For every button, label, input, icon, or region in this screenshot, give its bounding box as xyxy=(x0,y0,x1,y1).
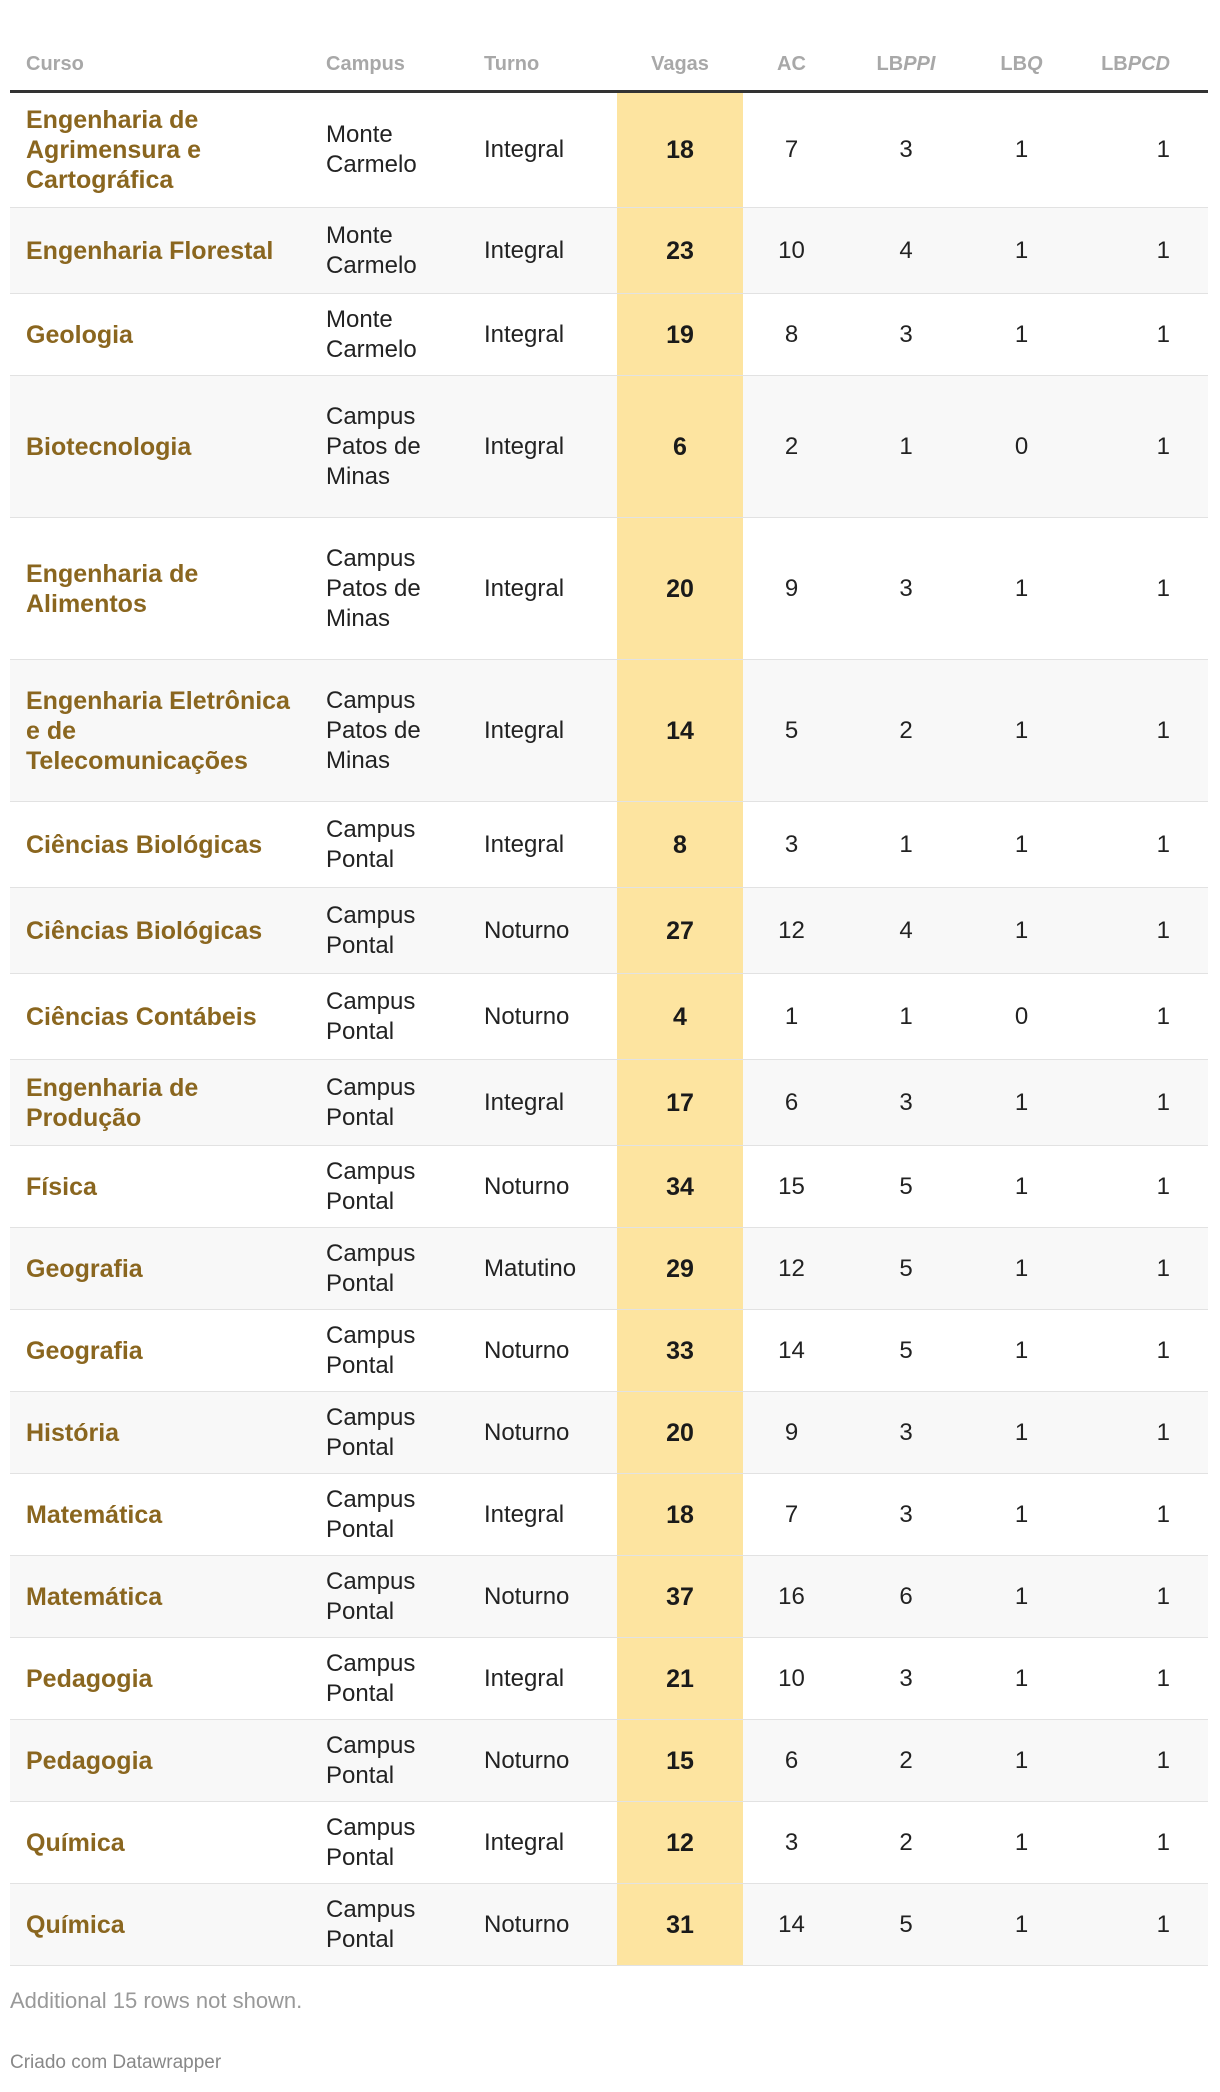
table-row xyxy=(10,1556,1208,1638)
cell-lbppi: 6 xyxy=(840,1556,972,1638)
cell-campus: Campus Pontal xyxy=(310,888,468,974)
cell-ac: 8 xyxy=(743,294,840,376)
header-lbq[interactable] xyxy=(972,38,1071,92)
cell-lbq: 0 xyxy=(972,376,1071,518)
table-row xyxy=(10,1802,1208,1884)
header-lbpcd-prefix: LB xyxy=(1101,52,1128,75)
cell-turno: Integral xyxy=(468,802,617,888)
cell-lbppi: 5 xyxy=(840,1884,972,1966)
cell-lbpcd: 1 xyxy=(1071,1638,1208,1720)
cell-lbppi: 5 xyxy=(840,1146,972,1228)
cell-campus: Monte Carmelo xyxy=(310,92,468,208)
cell-lbq: 1 xyxy=(972,208,1071,294)
vagas-table xyxy=(10,38,1208,1966)
cell-lbppi: 3 xyxy=(840,1060,972,1146)
cell-campus: Campus Pontal xyxy=(310,1392,468,1474)
cell-vagas: 12 xyxy=(617,1802,743,1884)
cell-lbq: 1 xyxy=(972,1556,1071,1638)
table-row xyxy=(10,888,1208,974)
cell-curso: História xyxy=(10,1392,310,1474)
cell-curso: Ciências Biológicas xyxy=(10,802,310,888)
cell-turno: Noturno xyxy=(468,1146,617,1228)
cell-campus: Campus Patos de Minas xyxy=(310,518,468,660)
cell-lbq: 1 xyxy=(972,1228,1071,1310)
cell-campus: Campus Pontal xyxy=(310,1802,468,1884)
cell-ac: 12 xyxy=(743,1228,840,1310)
cell-curso: Biotecnologia xyxy=(10,376,310,518)
cell-curso: Engenharia Eletrônica e de Telecomunicações xyxy=(10,660,310,802)
cell-ac: 1 xyxy=(743,974,840,1060)
cell-vagas: 34 xyxy=(617,1146,743,1228)
cell-lbpcd: 1 xyxy=(1071,376,1208,518)
cell-vagas: 20 xyxy=(617,1392,743,1474)
cell-lbppi: 3 xyxy=(840,294,972,376)
cell-curso: Pedagogia xyxy=(10,1720,310,1802)
cell-campus: Campus Pontal xyxy=(310,1060,468,1146)
cell-campus: Campus Patos de Minas xyxy=(310,660,468,802)
cell-turno: Noturno xyxy=(468,1310,617,1392)
cell-ac: 10 xyxy=(743,208,840,294)
cell-curso: Pedagogia xyxy=(10,1638,310,1720)
cell-turno: Noturno xyxy=(468,974,617,1060)
cell-lbppi: 4 xyxy=(840,888,972,974)
header-ac[interactable]: AC xyxy=(743,38,840,92)
cell-vagas: 21 xyxy=(617,1638,743,1720)
cell-ac: 12 xyxy=(743,888,840,974)
cell-ac: 7 xyxy=(743,1474,840,1556)
cell-lbpcd: 1 xyxy=(1071,888,1208,974)
cell-lbpcd: 1 xyxy=(1071,294,1208,376)
cell-campus: Campus Pontal xyxy=(310,1638,468,1720)
cell-vagas: 31 xyxy=(617,1884,743,1966)
table-row xyxy=(10,1060,1208,1146)
header-lbq-suffix: Q xyxy=(1027,52,1043,75)
table-row xyxy=(10,518,1208,660)
cell-lbppi: 4 xyxy=(840,208,972,294)
cell-lbpcd: 1 xyxy=(1071,1720,1208,1802)
cell-vagas: 17 xyxy=(617,1060,743,1146)
cell-lbpcd: 1 xyxy=(1071,1884,1208,1966)
cell-ac: 9 xyxy=(743,518,840,660)
table-header-row xyxy=(10,38,1208,92)
cell-turno: Noturno xyxy=(468,1884,617,1966)
cell-lbpcd: 1 xyxy=(1071,1556,1208,1638)
cell-turno: Integral xyxy=(468,1802,617,1884)
cell-turno: Integral xyxy=(468,92,617,208)
cell-lbppi: 1 xyxy=(840,974,972,1060)
cell-turno: Integral xyxy=(468,376,617,518)
cell-lbpcd: 1 xyxy=(1071,802,1208,888)
header-vagas[interactable]: Vagas xyxy=(617,38,743,92)
cell-curso: Química xyxy=(10,1802,310,1884)
cell-vagas: 23 xyxy=(617,208,743,294)
cell-lbq: 1 xyxy=(972,1638,1071,1720)
table-row xyxy=(10,1392,1208,1474)
cell-lbq: 1 xyxy=(972,1802,1071,1884)
cell-ac: 6 xyxy=(743,1720,840,1802)
datawrapper-credit: Criado com Datawrapper xyxy=(10,2052,222,2073)
cell-ac: 6 xyxy=(743,1060,840,1146)
cell-vagas: 18 xyxy=(617,1474,743,1556)
cell-ac: 14 xyxy=(743,1884,840,1966)
cell-lbpcd: 1 xyxy=(1071,518,1208,660)
cell-lbpcd: 1 xyxy=(1071,1474,1208,1556)
table-row xyxy=(10,802,1208,888)
cell-lbppi: 2 xyxy=(840,1720,972,1802)
cell-vagas: 14 xyxy=(617,660,743,802)
cell-campus: Monte Carmelo xyxy=(310,208,468,294)
cell-lbq: 1 xyxy=(972,518,1071,660)
cell-ac: 7 xyxy=(743,92,840,208)
header-turno[interactable]: Turno xyxy=(468,38,617,92)
table-row xyxy=(10,1146,1208,1228)
cell-ac: 9 xyxy=(743,1392,840,1474)
table-row xyxy=(10,92,1208,208)
cell-lbppi: 2 xyxy=(840,660,972,802)
cell-ac: 14 xyxy=(743,1310,840,1392)
header-lbppi[interactable] xyxy=(840,38,972,92)
table-row xyxy=(10,208,1208,294)
cell-lbq: 1 xyxy=(972,1720,1071,1802)
cell-ac: 2 xyxy=(743,376,840,518)
header-campus[interactable]: Campus xyxy=(310,38,468,92)
cell-lbpcd: 1 xyxy=(1071,1060,1208,1146)
cell-lbppi: 5 xyxy=(840,1228,972,1310)
cell-lbpcd: 1 xyxy=(1071,92,1208,208)
cell-vagas: 8 xyxy=(617,802,743,888)
cell-lbq: 1 xyxy=(972,1392,1071,1474)
table-row xyxy=(10,376,1208,518)
cell-lbppi: 3 xyxy=(840,518,972,660)
cell-turno: Noturno xyxy=(468,1392,617,1474)
cell-lbq: 1 xyxy=(972,660,1071,802)
cell-curso: Ciências Contábeis xyxy=(10,974,310,1060)
header-lbq-prefix: LB xyxy=(1000,52,1028,75)
cell-turno: Integral xyxy=(468,294,617,376)
table-row xyxy=(10,294,1208,376)
cell-lbq: 1 xyxy=(972,92,1071,208)
header-curso[interactable]: Curso xyxy=(10,38,310,92)
cell-vagas: 33 xyxy=(617,1310,743,1392)
cell-campus: Campus Pontal xyxy=(310,1556,468,1638)
cell-curso: Engenharia Florestal xyxy=(10,208,310,294)
cell-curso: Geografia xyxy=(10,1310,310,1392)
cell-lbq: 1 xyxy=(972,1060,1071,1146)
cell-lbq: 1 xyxy=(972,1884,1071,1966)
cell-curso: Física xyxy=(10,1146,310,1228)
cell-vagas: 15 xyxy=(617,1720,743,1802)
cell-lbpcd: 1 xyxy=(1071,1310,1208,1392)
cell-campus: Campus Patos de Minas xyxy=(310,376,468,518)
table-row xyxy=(10,974,1208,1060)
cell-lbq: 1 xyxy=(972,802,1071,888)
cell-campus: Campus Pontal xyxy=(310,1146,468,1228)
cell-curso: Geologia xyxy=(10,294,310,376)
cell-lbppi: 2 xyxy=(840,1802,972,1884)
header-lbppi-suffix: PPI xyxy=(903,52,936,75)
cell-ac: 15 xyxy=(743,1146,840,1228)
cell-turno: Matutino xyxy=(468,1228,617,1310)
cell-curso: Ciências Biológicas xyxy=(10,888,310,974)
cell-turno: Noturno xyxy=(468,1556,617,1638)
table-row xyxy=(10,1720,1208,1802)
table-body xyxy=(10,92,1208,1966)
cell-lbpcd: 1 xyxy=(1071,1392,1208,1474)
cell-vagas: 37 xyxy=(617,1556,743,1638)
table-row xyxy=(10,1638,1208,1720)
cell-campus: Campus Pontal xyxy=(310,974,468,1060)
cell-lbppi: 1 xyxy=(840,376,972,518)
cell-turno: Integral xyxy=(468,208,617,294)
header-lbpcd-suffix: PCD xyxy=(1127,52,1170,75)
cell-vagas: 27 xyxy=(617,888,743,974)
cell-lbppi: 3 xyxy=(840,1474,972,1556)
table-row xyxy=(10,1474,1208,1556)
cell-lbppi: 3 xyxy=(840,92,972,208)
header-lbpcd[interactable] xyxy=(1071,38,1208,92)
cell-lbppi: 1 xyxy=(840,802,972,888)
cell-campus: Campus Pontal xyxy=(310,1884,468,1966)
cell-turno: Integral xyxy=(468,1060,617,1146)
cell-campus: Monte Carmelo xyxy=(310,294,468,376)
cell-lbpcd: 1 xyxy=(1071,1228,1208,1310)
table-row xyxy=(10,1228,1208,1310)
cell-campus: Campus Pontal xyxy=(310,1310,468,1392)
cell-turno: Noturno xyxy=(468,1720,617,1802)
cell-turno: Integral xyxy=(468,518,617,660)
cell-lbppi: 3 xyxy=(840,1638,972,1720)
cell-campus: Campus Pontal xyxy=(310,1720,468,1802)
cell-curso: Engenharia de Agrimensura e Cartográfica xyxy=(10,92,310,208)
cell-vagas: 18 xyxy=(617,92,743,208)
cell-vagas: 6 xyxy=(617,376,743,518)
cell-lbpcd: 1 xyxy=(1071,1146,1208,1228)
cell-ac: 5 xyxy=(743,660,840,802)
cell-lbq: 1 xyxy=(972,888,1071,974)
cell-vagas: 29 xyxy=(617,1228,743,1310)
cell-ac: 3 xyxy=(743,1802,840,1884)
table-row xyxy=(10,660,1208,802)
cell-curso: Engenharia de Produção xyxy=(10,1060,310,1146)
cell-campus: Campus Pontal xyxy=(310,1228,468,1310)
cell-curso: Matemática xyxy=(10,1474,310,1556)
cell-turno: Integral xyxy=(468,1474,617,1556)
cell-lbpcd: 1 xyxy=(1071,974,1208,1060)
cell-turno: Integral xyxy=(468,1638,617,1720)
cell-lbpcd: 1 xyxy=(1071,1802,1208,1884)
cell-campus: Campus Pontal xyxy=(310,1474,468,1556)
table-row xyxy=(10,1884,1208,1966)
cell-turno: Integral xyxy=(468,660,617,802)
cell-lbq: 1 xyxy=(972,1474,1071,1556)
cell-vagas: 19 xyxy=(617,294,743,376)
cell-lbq: 1 xyxy=(972,1310,1071,1392)
header-lbppi-prefix: LB xyxy=(876,52,904,75)
cell-lbpcd: 1 xyxy=(1071,208,1208,294)
cell-lbppi: 3 xyxy=(840,1392,972,1474)
cell-turno: Noturno xyxy=(468,888,617,974)
cell-curso: Química xyxy=(10,1884,310,1966)
cell-ac: 3 xyxy=(743,802,840,888)
cell-vagas: 4 xyxy=(617,974,743,1060)
cell-curso: Engenharia de Alimentos xyxy=(10,518,310,660)
cell-vagas: 20 xyxy=(617,518,743,660)
cell-lbq: 0 xyxy=(972,974,1071,1060)
rows-hidden-note: Additional 15 rows not shown. xyxy=(10,1988,303,2013)
cell-curso: Matemática xyxy=(10,1556,310,1638)
cell-lbpcd: 1 xyxy=(1071,660,1208,802)
cell-ac: 16 xyxy=(743,1556,840,1638)
cell-lbppi: 5 xyxy=(840,1310,972,1392)
cell-ac: 10 xyxy=(743,1638,840,1720)
cell-campus: Campus Pontal xyxy=(310,802,468,888)
cell-curso: Geografia xyxy=(10,1228,310,1310)
cell-lbq: 1 xyxy=(972,294,1071,376)
table-row xyxy=(10,1310,1208,1392)
cell-lbq: 1 xyxy=(972,1146,1071,1228)
